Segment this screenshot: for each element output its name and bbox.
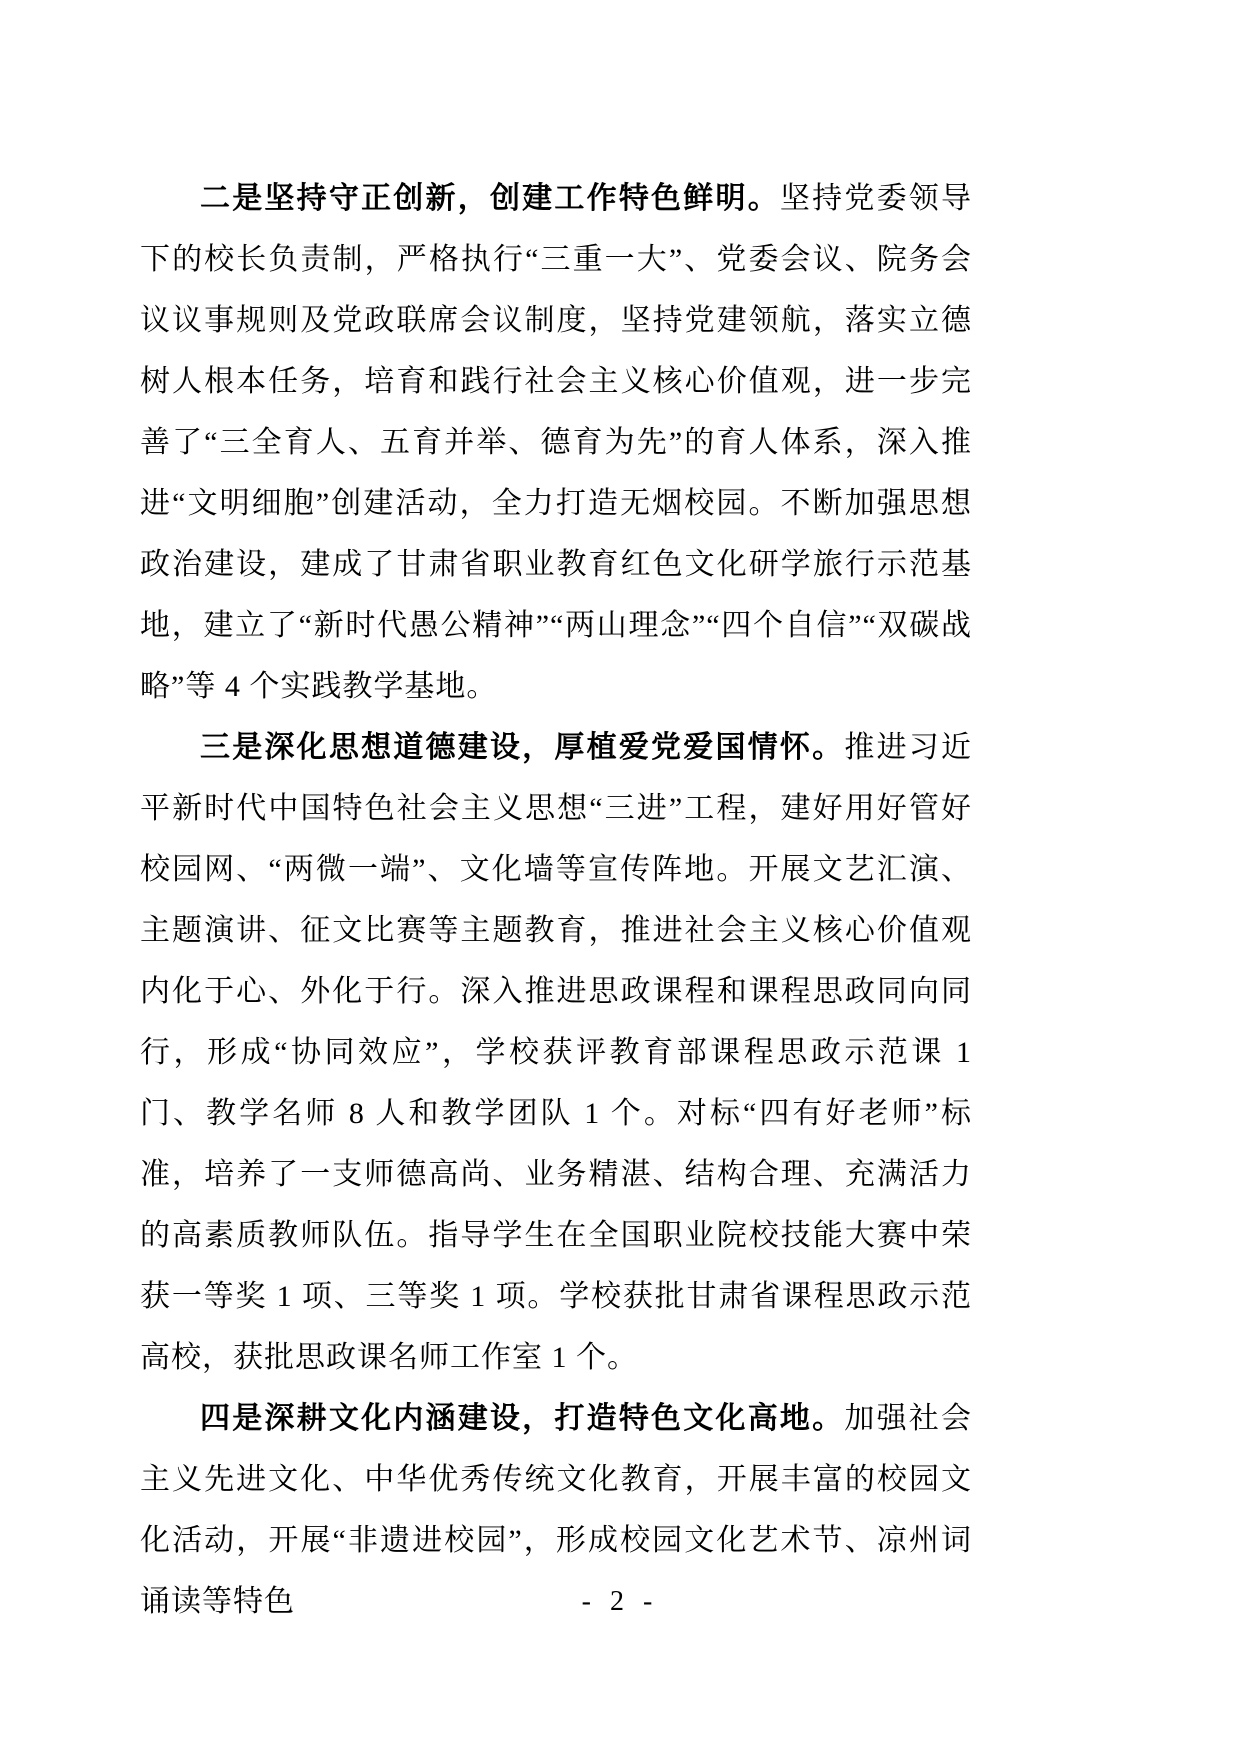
document-text-block [140,168,972,1632]
page-number: - 2 - [581,1586,659,1617]
paragraph-lead: 四是深耕文化内涵建设，打造特色文化高地。 [200,1402,845,1435]
paragraph-body: 坚持党委领导下的校长负责制，严格执行“三重一大”、党委会议、院务会议议事规则及党政联席会议制度，坚持党建领航，落实立德树人根本任务，培育和践行社会主义核心价值观，进一步完善了“三全育人、五育并举、德育为先”的育人体系，深入推进“文明细胞”创建活动，全力打造无烟校园。不断加强思想政治建设，建成了甘肃省职业教育红色文化研学旅行示范基地，建立了“新时代愚公精神”“两山理念”“四个自信”“双碳战略”等 4 个实践教学基地。 [140,182,973,703]
paragraph-body: 推进习近平新时代中国特色社会主义思想“三进”工程，建好用好管好校园网、“两微一端”、文化墙等宣传阵地。开展文艺汇演、主题演讲、征文比赛等主题教育，推进社会主义核心价值观内化于心、外化于行。深入推进思政课程和课程思政同向同行，形成“协同效应”，学校获评教育部课程思政示范课 1 门、教学名师 8 人和教学团队 1 个。对标“四有好老师”标准，培养了一支师德高尚、业务精湛、结构合理、充满活力的高素质教师队伍。指导学生在全国职业院校技能大赛中荣获一等奖 1 项、三等奖 1 项。学校获批甘肃省课程思政示范高校，获批思政课名师工作室 1 个。 [140,731,973,1374]
paragraph-lead: 三是深化思想道德建设，厚植爱党爱国情怀。 [200,731,845,764]
paragraph-body: 加强社会主义先进文化、中华优秀传统文化教育，开展丰富的校园文化活动，开展“非遗进校园”，形成校园文化艺术节、凉州词诵读等特色 [140,1402,973,1618]
paragraph [140,168,972,717]
paragraph-lead: 二是坚持守正创新，创建工作特色鲜明。 [200,182,780,215]
paragraph [140,717,972,1388]
